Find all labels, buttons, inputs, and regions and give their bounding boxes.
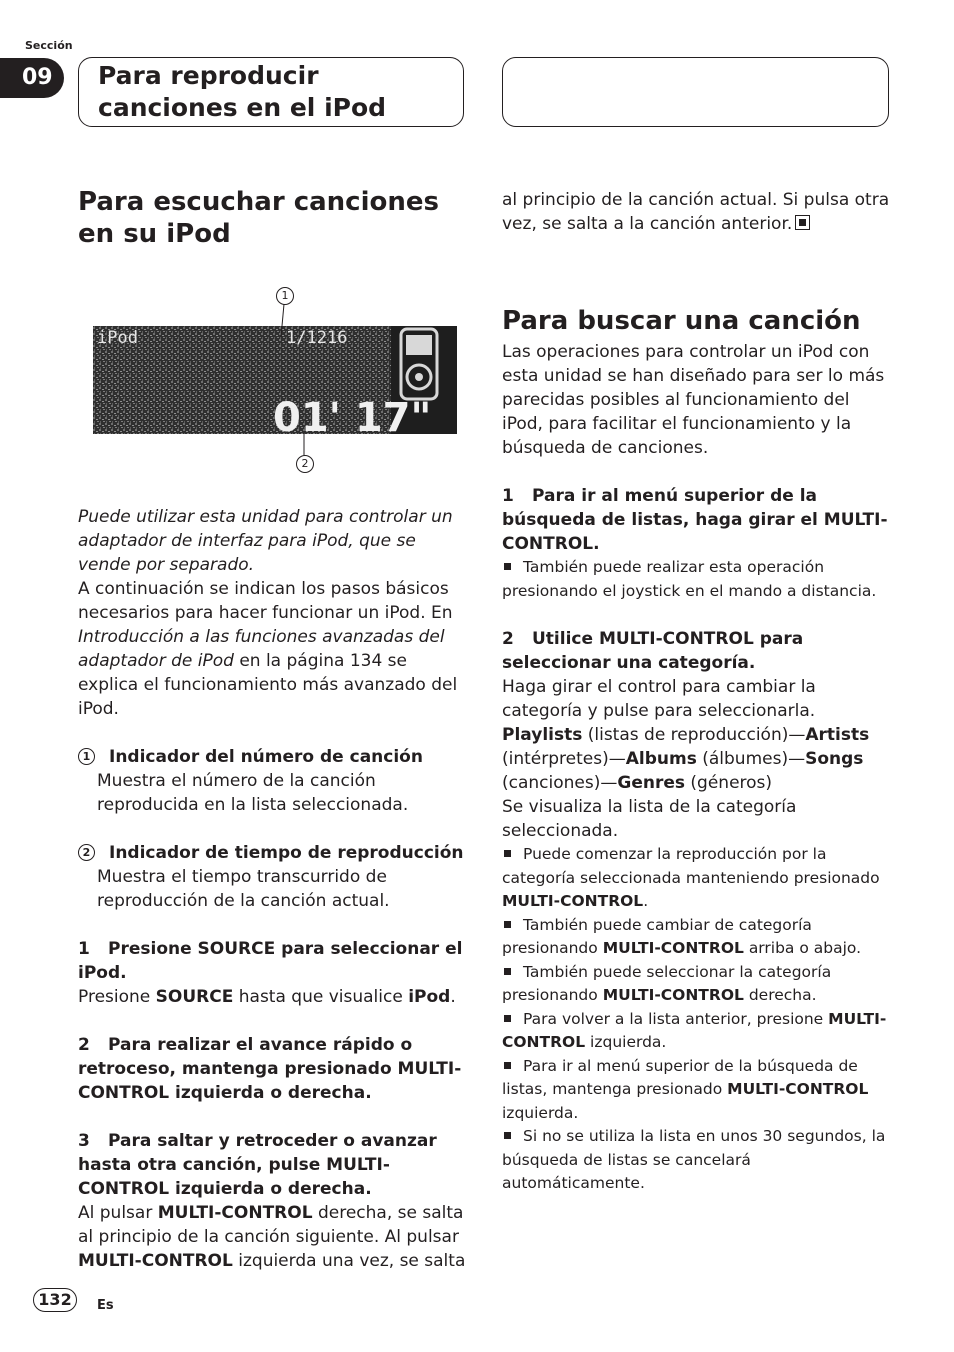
header-empty-box xyxy=(502,57,889,127)
right-step2-title: 2 Utilice MULTI-CONTROL para seleccionar una categoría. xyxy=(502,629,804,673)
language-code: Es xyxy=(97,1298,114,1313)
left-column xyxy=(78,186,466,250)
bullet-square-icon xyxy=(504,968,511,975)
category-sequence: Playlists (listas de reproducción)—Artists (intérpretes)—Albums (álbumes)—Songs (canciones)—Genres (géneros) xyxy=(502,725,870,793)
page-number: 132 xyxy=(33,1288,77,1312)
right-note-6: Si no se utiliza la lista en unos 30 segundos, la búsqueda de listas se cancelará automáticamente. xyxy=(502,1127,886,1192)
header-title: Para reproducir canciones en el iPod xyxy=(98,61,387,122)
left-body xyxy=(78,505,466,1273)
display-label: iPod xyxy=(97,328,138,348)
item1-desc: Muestra el número de la canción reproducida en la lista seleccionada. xyxy=(97,771,409,815)
bullet-square-icon xyxy=(504,1015,511,1022)
left-step3-title: 3 Para saltar y retroceder o avanzar hasta otra canción, pulse MULTI-CONTROL izquierda o derecha. xyxy=(78,1131,437,1199)
right-step2-text1: Haga girar el control para cambiar la categoría y pulse para seleccionarla. xyxy=(502,677,816,721)
bullet-square-icon xyxy=(504,563,511,570)
bullet-square-icon xyxy=(504,1132,511,1139)
right-step1-title: 1 Para ir al menú superior de la búsqueda de listas, haga girar el MULTI-CONTROL. xyxy=(502,486,888,554)
right-note-3: También puede seleccionar la categoría presionando MULTI-CONTROL derecha. xyxy=(502,962,832,1004)
right-note-5: Para ir al menú superior de la búsqueda de listas, mantenga presionado MULTI-CONTROL izquierda. xyxy=(502,1056,869,1122)
playback-time: 01' 17" xyxy=(273,395,432,441)
bullet-square-icon xyxy=(504,1062,511,1069)
right-note-2: También puede cambiar de categoría presionando MULTI-CONTROL arriba o abajo. xyxy=(502,915,862,957)
item2-desc: Muestra el tiempo transcurrido de reproducción de la canción actual. xyxy=(97,867,390,911)
display-illustration xyxy=(93,285,458,475)
bullet-square-icon xyxy=(504,921,511,928)
right-note-1: Puede comenzar la reproducción por la categoría seleccionada manteniendo presionado MULTI-CONTROL. xyxy=(502,845,880,910)
intro-italic: Puede utilizar esta unidad para controlar un adaptador de interfaz para iPod, que se vende por separado. xyxy=(78,507,453,575)
left-heading: Para escuchar canciones en su iPod xyxy=(78,187,439,249)
intro-reference: Introducción a las funciones avanzadas del adaptador de iPod xyxy=(78,627,445,671)
right-heading: Para buscar una canción xyxy=(502,306,861,336)
item2-title: 2 Indicador de tiempo de reproducción xyxy=(78,841,466,865)
right-column xyxy=(502,188,890,1196)
right-continuation: al principio de la canción actual. Si pulsa otra vez, se salta a la canción anterior. xyxy=(502,190,890,234)
bullet-square-icon xyxy=(504,850,511,857)
end-mark-icon xyxy=(795,215,810,230)
ipod-display-figure xyxy=(93,285,458,475)
right-step2-text2: Se visualiza la lista de la categoría seleccionada. xyxy=(502,797,797,841)
right-step1-note: También puede realizar esta operación presionando el joystick en el mando a distancia. xyxy=(502,558,877,600)
right-intro: Las operaciones para controlar un iPod con esta unidad se han diseñado para ser lo más parecidas posibles al funcionamiento del iPod, para facilitar el funcionamiento y la búsqueda de canciones. xyxy=(502,342,885,458)
callout-2: 2 xyxy=(296,455,314,473)
header-title-box xyxy=(78,57,464,127)
item1-title: 1 Indicador del número de canción xyxy=(78,745,466,769)
left-step1-text: Presione SOURCE hasta que visualice iPod. xyxy=(78,987,456,1007)
track-counter: 1/1216 xyxy=(286,328,348,348)
callout-1: 1 xyxy=(276,287,294,305)
section-number-badge: 09 xyxy=(0,58,64,98)
left-step2-title: 2 Para realizar el avance rápido o retroceso, mantenga presionado MULTI-CONTROL izquierda o derecha. xyxy=(78,1035,462,1103)
right-note-4: Para volver a la lista anterior, presione MULTI-CONTROL izquierda. xyxy=(502,1009,887,1051)
section-label: Sección xyxy=(25,39,73,52)
left-step3-text: Al pulsar MULTI-CONTROL derecha, se salta al principio de la canción siguiente. Al pulsar MULTI-CONTROL izquierda una vez, se salta xyxy=(78,1203,466,1271)
left-step1-title: 1 Presione SOURCE para seleccionar el iPod. xyxy=(78,939,463,983)
intro-paragraph: A continuación se indican los pasos básicos necesarios para hacer funcionar un iPod. En Introducción a las funciones avanzadas del adaptador de iPod en la página 134 se explica el funcionamiento más avanzado del iPod. xyxy=(78,579,458,719)
